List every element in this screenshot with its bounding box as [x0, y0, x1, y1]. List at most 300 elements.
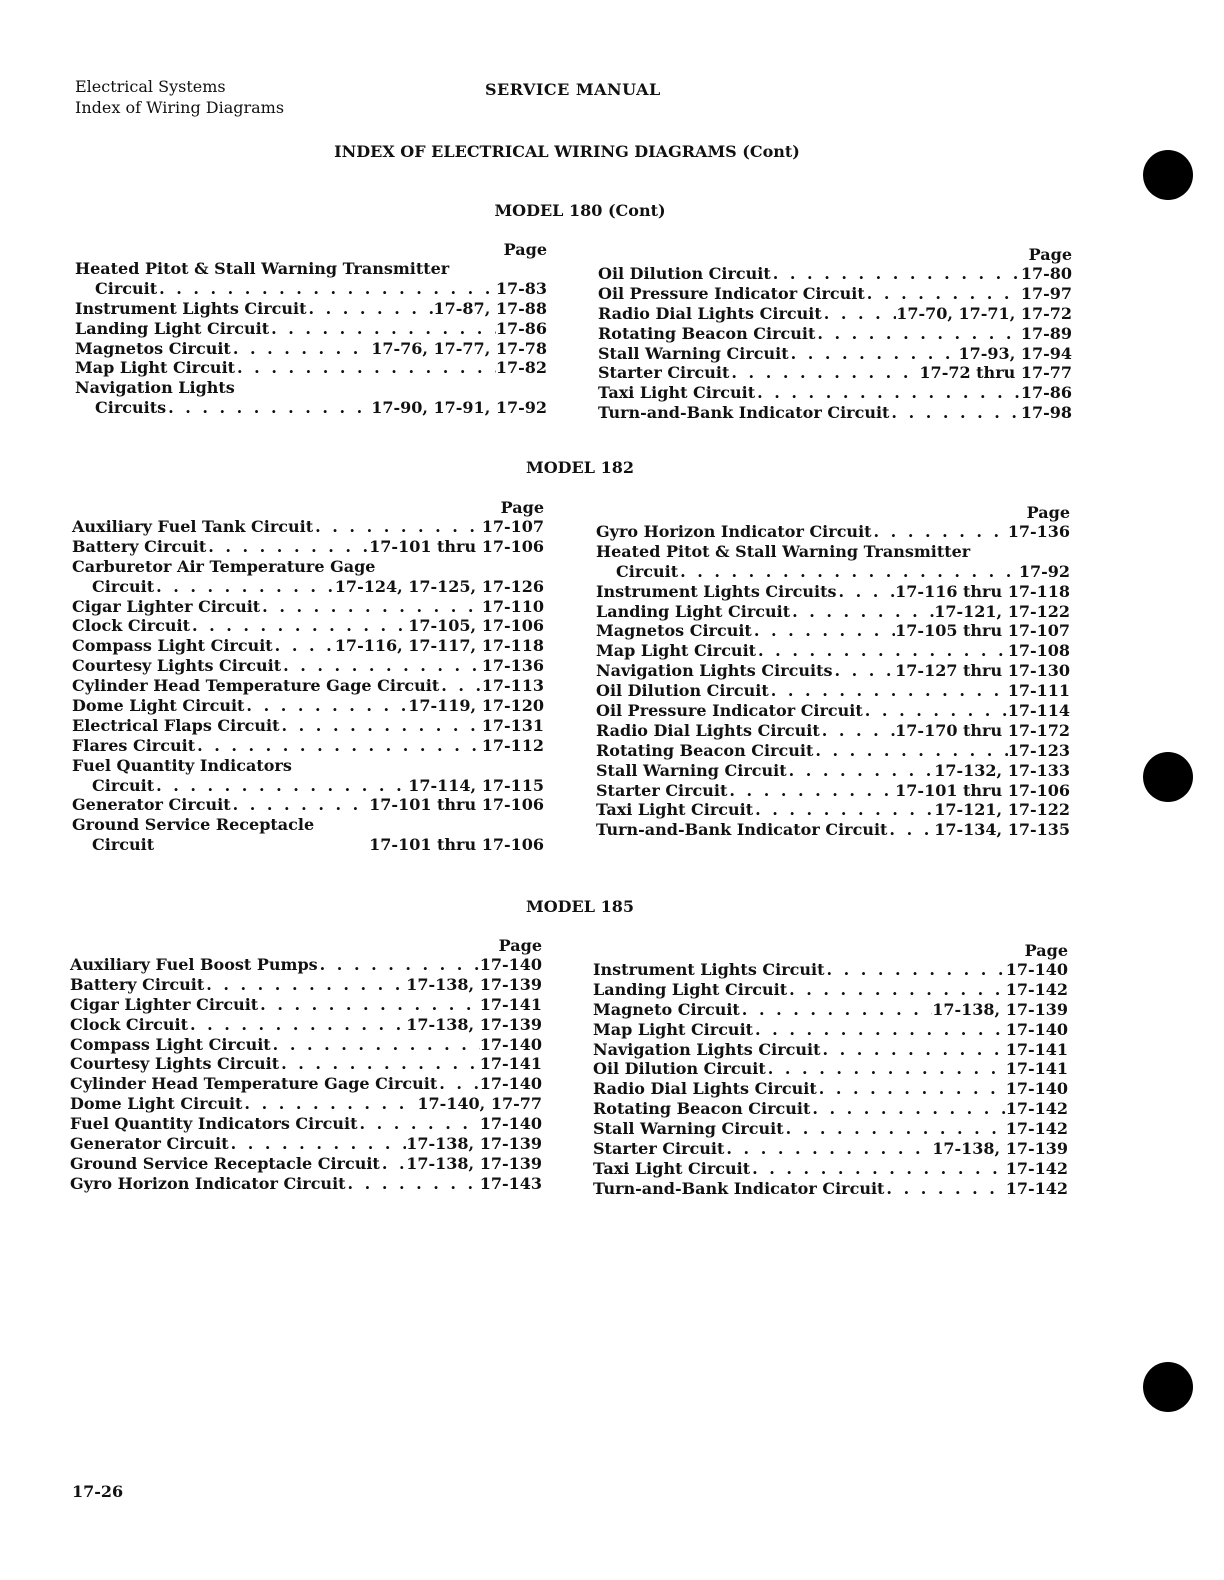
entry-page-ref: 17-142 [1005, 979, 1068, 999]
entry-page-ref: 17-140, 17-77 [417, 1094, 542, 1114]
index-entry [593, 1059, 1068, 1079]
index-entry [596, 800, 1070, 820]
entry-page-ref: 17-121, 17-122 [934, 800, 1070, 820]
entry-page-ref: 17-107 [481, 517, 544, 536]
entry-label: Stall Warning Circuit [596, 760, 787, 780]
index-entry [72, 517, 544, 537]
page-column-header: Page [1024, 941, 1068, 960]
entry-label: Radio Dial Lights Circuit [598, 303, 822, 323]
page-number: 17-26 [72, 1482, 124, 1501]
entry-label: Rotating Beacon Circuit [598, 323, 816, 343]
dot-leader [766, 1059, 1006, 1079]
entry-label: Turn-and-Bank Indicator Circuit [593, 1178, 885, 1198]
index-entry [596, 741, 1070, 761]
index-column-left [70, 936, 542, 1194]
index-entry [72, 597, 544, 617]
dot-leader [235, 358, 496, 378]
dot-leader [357, 1114, 479, 1134]
index-entry [593, 1020, 1068, 1040]
entry-label: Taxi Light Circuit [598, 383, 756, 403]
dot-leader [784, 1119, 1006, 1139]
dot-leader [756, 641, 1008, 661]
entry-page-ref: 17-140 [1005, 1019, 1068, 1039]
index-entry [72, 636, 544, 656]
entry-page-ref: 17-136 [481, 656, 544, 676]
entry-label: Battery Circuit [70, 974, 205, 994]
index-entry [593, 960, 1068, 980]
dot-leader [204, 975, 406, 995]
entry-page-ref: 17-142 [1005, 1119, 1068, 1139]
page-column-header: Page [500, 498, 544, 517]
entry-label: Heated Pitot & Stall Warning Transmitter [596, 541, 971, 561]
index-entry [70, 1054, 542, 1074]
entry-page-ref: 17-101 thru 17-106 [369, 536, 544, 556]
dot-leader [154, 776, 408, 796]
index-entry [598, 304, 1072, 324]
entry-label: Landing Light Circuit [75, 318, 270, 338]
index-entry [72, 716, 544, 736]
entry-page-ref: 17-92 [1018, 561, 1070, 581]
entry-page-ref: 17-134, 17-135 [934, 820, 1070, 840]
dot-leader [820, 1040, 1005, 1060]
entry-page-ref: 17-87, 17-88 [433, 298, 547, 318]
entry-label: Compass Light Circuit [70, 1034, 271, 1054]
entry-page-ref: 17-86 [495, 318, 547, 338]
entry-page-ref: 17-110 [481, 596, 544, 616]
dot-leader [820, 721, 895, 741]
entry-page-ref: 17-138, 17-139 [932, 999, 1068, 1019]
dot-leader [154, 577, 335, 597]
entry-label: Courtesy Lights Circuit [70, 1054, 280, 1074]
running-header-left [75, 76, 284, 118]
dot-leader [832, 661, 895, 681]
entry-label: Circuit [95, 278, 158, 298]
entry-label: Circuit [92, 775, 155, 795]
dot-leader [380, 1154, 406, 1174]
dot-leader [258, 995, 480, 1015]
dot-leader [817, 1079, 1006, 1099]
dot-leader [887, 820, 934, 840]
entry-page-ref: 17-97 [1020, 283, 1072, 303]
binder-hole-mark [1143, 150, 1193, 200]
entry-label: Circuit [92, 576, 155, 596]
dot-leader [753, 1020, 1006, 1040]
entry-label: Taxi Light Circuit [593, 1158, 751, 1178]
index-entry [72, 736, 544, 756]
entry-page-ref: 17-140 [479, 1114, 542, 1134]
header-section-name: Electrical Systems [75, 77, 226, 96]
entry-page-ref: 17-112 [481, 735, 544, 755]
index-entry [598, 264, 1072, 284]
entry-label: Starter Circuit [598, 363, 730, 383]
index-entry [70, 1134, 542, 1154]
entry-label: Starter Circuit [596, 780, 728, 800]
entry-label: Map Light Circuit [593, 1019, 754, 1039]
dot-leader [242, 1094, 417, 1114]
entry-label: Cigar Lighter Circuit [72, 596, 261, 616]
index-entry [72, 795, 544, 815]
dot-leader [787, 761, 935, 781]
entry-page-ref: 17-86 [1020, 383, 1072, 403]
entry-label: Oil Pressure Indicator Circuit [598, 283, 865, 303]
dot-leader [188, 1015, 406, 1035]
section-title-model-180: MODEL 180 (Cont) [494, 201, 666, 220]
entry-label: Ground Service Receptacle Circuit [70, 1153, 380, 1173]
entry-label: Fuel Quantity Indicators [72, 755, 292, 775]
entry-label: Starter Circuit [593, 1139, 725, 1159]
index-entry [593, 1159, 1068, 1179]
entry-page-ref: 17-108 [1007, 641, 1070, 661]
dot-leader [863, 701, 1008, 721]
index-entry [593, 1139, 1068, 1159]
dot-leader [787, 980, 1006, 1000]
section-title-model-185: MODEL 185 [526, 897, 634, 916]
entry-label: Taxi Light Circuit [596, 800, 754, 820]
page-column-header: Page [498, 936, 542, 955]
dot-leader [740, 1000, 932, 1020]
dot-leader [166, 398, 371, 418]
index-entry [596, 761, 1070, 781]
index-entry [72, 756, 544, 776]
index-entry [75, 358, 547, 378]
index-entry [72, 537, 544, 557]
entry-page-ref: 17-140 [479, 1074, 542, 1094]
dot-leader [439, 676, 481, 696]
entry-label: Map Light Circuit [596, 641, 757, 661]
entry-page-ref: 17-143 [479, 1173, 542, 1193]
index-entry [596, 721, 1070, 741]
dot-leader [229, 1134, 407, 1154]
index-entry [598, 284, 1072, 304]
dot-leader [724, 1139, 932, 1159]
index-entry [70, 1154, 542, 1174]
entry-label: Circuit [616, 561, 679, 581]
entry-page-ref: 17-141 [479, 1054, 542, 1074]
entry-label: Cylinder Head Temperature Gage Circuit [70, 1074, 438, 1094]
entry-label: Circuits [95, 398, 167, 418]
entry-label: Generator Circuit [70, 1134, 229, 1154]
index-entry [75, 319, 547, 339]
entry-page-ref: 17-138, 17-139 [406, 1153, 542, 1173]
dot-leader [815, 324, 1020, 344]
entry-label: Instrument Lights Circuit [593, 960, 825, 979]
dot-leader [318, 955, 480, 975]
dot-leader [190, 616, 408, 636]
entry-label: Navigation Lights Circuits [596, 661, 833, 681]
dot-leader [789, 344, 959, 364]
entry-label: Generator Circuit [72, 795, 231, 815]
entry-page-ref: 17-101 thru 17-106 [369, 795, 544, 815]
entry-label: Dome Light Circuit [72, 696, 245, 716]
index-entry [70, 1094, 542, 1114]
index-entry [72, 557, 544, 577]
entry-label: Magneto Circuit [593, 999, 740, 1019]
running-header-title: SERVICE MANUAL [485, 80, 661, 99]
index-entry [596, 621, 1070, 641]
dot-leader [750, 1159, 1006, 1179]
index-entry [596, 582, 1070, 602]
index-entry [598, 383, 1072, 403]
index-entry [593, 1079, 1068, 1099]
entry-label: Map Light Circuit [75, 358, 236, 378]
entry-page-ref: 17-111 [1007, 681, 1070, 701]
dot-leader [727, 781, 895, 801]
page-title: INDEX OF ELECTRICAL WIRING DIAGRAMS (Cont) [334, 142, 800, 161]
dot-leader [837, 582, 896, 602]
dot-leader [813, 741, 1007, 761]
dot-leader [865, 284, 1021, 304]
index-entry [596, 661, 1070, 681]
page-column-header: Page [1028, 245, 1072, 264]
entry-page-ref: 17-72 thru 17-77 [919, 363, 1072, 383]
index-entry [596, 820, 1070, 840]
page-column-header: Page [1026, 503, 1070, 522]
entry-page-ref: 17-80 [1020, 264, 1072, 283]
entry-label: Oil Dilution Circuit [596, 681, 769, 701]
dot-leader [678, 562, 1019, 582]
entry-page-ref: 17-113 [481, 676, 544, 696]
entry-label: Oil Pressure Indicator Circuit [596, 701, 863, 721]
entry-page-ref: 17-93, 17-94 [958, 343, 1072, 363]
index-entry [72, 815, 544, 835]
entry-label: Clock Circuit [70, 1014, 188, 1034]
index-entry [596, 681, 1070, 701]
dot-leader [280, 716, 482, 736]
entry-label: Navigation Lights [75, 378, 235, 398]
entry-page-ref: 17-82 [495, 358, 547, 378]
entry-page-ref: 17-138, 17-139 [406, 974, 542, 994]
entry-label: Magnetos Circuit [596, 621, 752, 641]
index-entry [593, 1040, 1068, 1060]
entry-label: Oil Dilution Circuit [593, 1059, 766, 1079]
header-subsection-name: Index of Wiring Diagrams [75, 98, 285, 117]
entry-page-ref: 17-89 [1020, 323, 1072, 343]
entry-page-ref: 17-83 [495, 278, 547, 298]
entry-label: Battery Circuit [72, 536, 207, 556]
entry-page-ref: 17-138, 17-139 [406, 1134, 542, 1154]
page-column-header: Page [503, 240, 547, 259]
index-entry [593, 1179, 1068, 1199]
entry-label: Auxiliary Fuel Boost Pumps [70, 955, 318, 974]
index-entry [72, 776, 544, 796]
index-column-right [593, 941, 1068, 1199]
index-entry [596, 701, 1070, 721]
index-entry [72, 696, 544, 716]
entry-page-ref: 17-119, 17-120 [408, 696, 544, 716]
entry-label: Landing Light Circuit [596, 601, 791, 621]
entry-page-ref: 17-123 [1007, 740, 1070, 760]
entry-label: Radio Dial Lights Circuit [593, 1079, 817, 1099]
index-entry [70, 975, 542, 995]
index-entry [72, 577, 544, 597]
dot-leader [231, 795, 370, 815]
index-entry [596, 602, 1070, 622]
dot-leader [260, 597, 482, 617]
dot-leader [346, 1174, 480, 1194]
entry-label: Instrument Lights Circuits [596, 581, 837, 601]
index-entry [75, 299, 547, 319]
index-entry [75, 279, 547, 299]
dot-leader [872, 522, 1008, 542]
entry-label: Fuel Quantity Indicators Circuit [70, 1114, 358, 1134]
index-entry [70, 1174, 542, 1194]
entry-page-ref: 17-101 thru 17-106 [369, 835, 544, 855]
dot-leader [771, 264, 1021, 284]
index-entry [72, 835, 544, 855]
entry-page-ref: 17-142 [1005, 1099, 1068, 1119]
index-entry [593, 1119, 1068, 1139]
index-entry [70, 1035, 542, 1055]
entry-page-ref: 17-138, 17-139 [406, 1014, 542, 1034]
entry-page-ref: 17-136 [1007, 522, 1070, 541]
entry-label: Stall Warning Circuit [593, 1119, 784, 1139]
index-entry [70, 1074, 542, 1094]
entry-label: Courtesy Lights Circuit [72, 656, 282, 676]
entry-page-ref: 17-141 [1005, 1039, 1068, 1059]
dot-leader [824, 960, 1005, 980]
entry-page-ref: 17-141 [479, 994, 542, 1014]
entry-label: Ground Service Receptacle [72, 815, 315, 835]
index-entry [70, 1114, 542, 1134]
index-entry [593, 980, 1068, 1000]
entry-label: Circuit [92, 835, 155, 855]
entry-page-ref: 17-121, 17-122 [934, 601, 1070, 621]
entry-page-ref: 17-140 [1005, 960, 1068, 979]
entry-page-ref: 17-142 [1005, 1178, 1068, 1198]
dot-leader [244, 696, 408, 716]
dot-leader [206, 537, 369, 557]
entry-page-ref: 17-105, 17-106 [408, 616, 544, 636]
dot-leader [752, 621, 895, 641]
index-entry [75, 398, 547, 418]
dot-leader [753, 800, 934, 820]
binder-hole-mark [1143, 752, 1193, 802]
entry-page-ref: 17-132, 17-133 [934, 760, 1070, 780]
index-entry [72, 676, 544, 696]
entry-label: Compass Light Circuit [72, 636, 273, 656]
entry-label: Heated Pitot & Stall Warning Transmitter [75, 259, 450, 278]
entry-page-ref: 17-141 [1005, 1059, 1068, 1079]
entry-page-ref: 17-140 [1005, 1079, 1068, 1099]
entry-page-ref: 17-142 [1005, 1158, 1068, 1178]
entry-label: Carburetor Air Temperature Gage [72, 556, 376, 576]
index-entry [593, 1000, 1068, 1020]
dot-leader [810, 1099, 1005, 1119]
entry-label: Gyro Horizon Indicator Circuit [70, 1173, 346, 1193]
entry-label: Magnetos Circuit [75, 338, 231, 358]
entry-page-ref: 17-124, 17-125, 17-126 [334, 576, 544, 596]
dot-leader [755, 383, 1021, 403]
section-title-model-182: MODEL 182 [526, 458, 634, 477]
entry-page-ref: 17-127 thru 17-130 [895, 661, 1070, 681]
entry-label: Cylinder Head Temperature Gage Circuit [72, 676, 440, 696]
entry-label: Navigation Lights Circuit [593, 1039, 821, 1059]
index-entry [598, 344, 1072, 364]
index-entry [596, 781, 1070, 801]
entry-label: Rotating Beacon Circuit [593, 1099, 811, 1119]
dot-leader [273, 636, 335, 656]
index-entry [72, 656, 544, 676]
entry-label: Stall Warning Circuit [598, 343, 789, 363]
index-entry [596, 562, 1070, 582]
index-column-right [596, 503, 1070, 840]
index-entry [75, 378, 547, 398]
entry-page-ref: 17-138, 17-139 [932, 1139, 1068, 1159]
index-entry [70, 995, 542, 1015]
index-entry [75, 259, 547, 279]
entry-page-ref: 17-90, 17-91, 17-92 [371, 398, 547, 418]
index-entry [593, 1099, 1068, 1119]
entry-page-ref: 17-114 [1007, 701, 1070, 721]
entry-label: Oil Dilution Circuit [598, 264, 771, 283]
entry-page-ref: 17-105 thru 17-107 [895, 621, 1070, 641]
dot-leader [437, 1074, 479, 1094]
entry-page-ref: 17-116 thru 17-118 [895, 581, 1070, 601]
dot-leader [884, 1179, 1005, 1199]
entry-label: Flares Circuit [72, 735, 196, 755]
index-entry [72, 616, 544, 636]
index-entry [596, 641, 1070, 661]
dot-leader [313, 517, 482, 537]
dot-leader [729, 363, 919, 383]
entry-page-ref: 17-76, 17-77, 17-78 [371, 338, 547, 358]
index-entry [598, 363, 1072, 383]
entry-page-ref: 17-140 [479, 1034, 542, 1054]
index-column-right [598, 245, 1072, 423]
dot-leader [195, 736, 482, 756]
entry-page-ref: 17-140 [479, 955, 542, 974]
entry-page-ref: 17-70, 17-71, 17-72 [896, 303, 1072, 323]
index-entry [70, 1015, 542, 1035]
dot-leader [822, 304, 896, 324]
entry-label: Instrument Lights Circuit [75, 298, 307, 318]
dot-leader [279, 1054, 480, 1074]
entry-label: Turn-and-Bank Indicator Circuit [596, 820, 888, 840]
entry-label: Rotating Beacon Circuit [596, 740, 814, 760]
entry-page-ref: 17-131 [481, 715, 544, 735]
dot-leader [889, 403, 1020, 423]
entry-page-ref: 17-170 thru 17-172 [895, 720, 1070, 740]
dot-leader [231, 339, 371, 359]
dot-leader [157, 279, 496, 299]
index-entry [75, 339, 547, 359]
dot-leader [769, 681, 1008, 701]
entry-label: Dome Light Circuit [70, 1094, 243, 1114]
index-column-left [75, 240, 547, 418]
entry-label: Clock Circuit [72, 616, 190, 636]
binder-hole-mark [1143, 1362, 1193, 1412]
entry-page-ref: 17-114, 17-115 [408, 775, 544, 795]
index-entry [596, 522, 1070, 542]
entry-label: Cigar Lighter Circuit [70, 994, 259, 1014]
entry-label: Landing Light Circuit [593, 979, 788, 999]
index-entry [70, 955, 542, 975]
entry-page-ref: 17-116, 17-117, 17-118 [334, 636, 544, 656]
dot-leader [269, 319, 496, 339]
index-entry [598, 403, 1072, 423]
entry-label: Radio Dial Lights Circuit [596, 720, 820, 740]
index-column-left [72, 498, 544, 855]
index-entry [598, 324, 1072, 344]
dot-leader [271, 1035, 480, 1055]
entry-label: Auxiliary Fuel Tank Circuit [72, 517, 314, 536]
dot-leader [306, 299, 433, 319]
entry-page-ref: 17-101 thru 17-106 [895, 780, 1070, 800]
dot-leader [281, 656, 482, 676]
entry-page-ref: 17-98 [1020, 403, 1072, 423]
index-entry [596, 542, 1070, 562]
entry-label: Turn-and-Bank Indicator Circuit [598, 403, 890, 423]
